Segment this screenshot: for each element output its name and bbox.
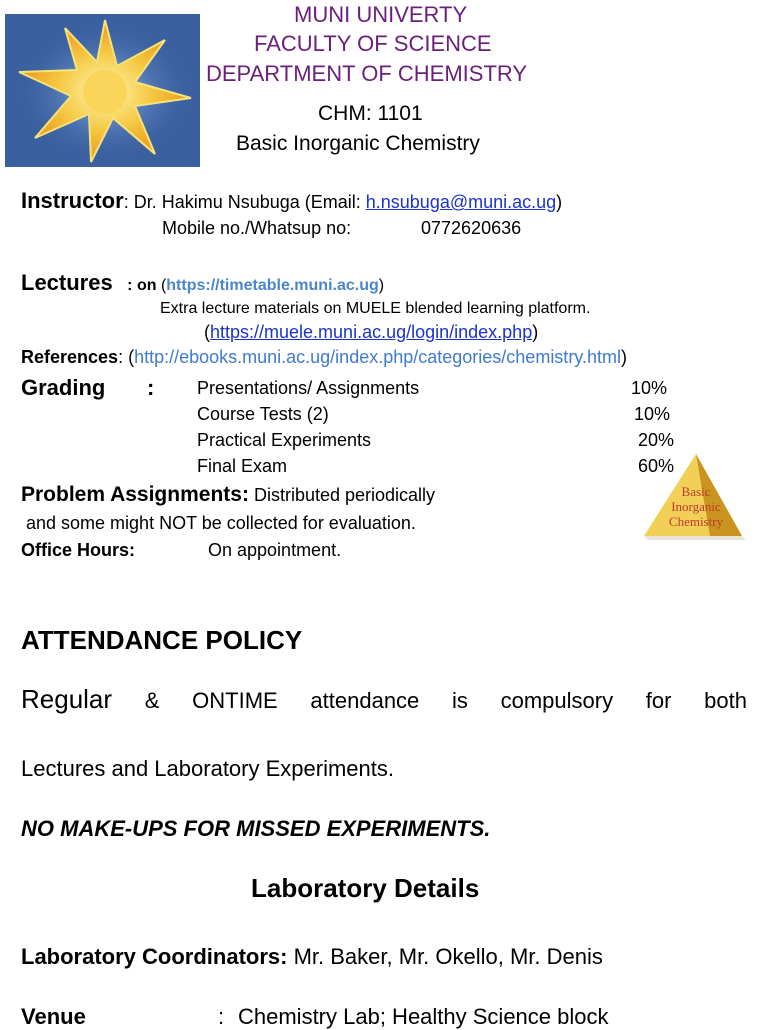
attendance-word: is: [452, 688, 468, 713]
muele-line: (https://muele.muni.ac.ug/login/index.php): [204, 322, 539, 342]
pyramid-line: Chemistry: [668, 514, 724, 529]
coordinators-label: Laboratory Coordinators:: [21, 944, 288, 969]
attendance-word: &: [144, 688, 160, 713]
grading-label: Grading: [21, 375, 106, 400]
attendance-heading: ATTENDANCE POLICY: [21, 625, 303, 655]
grading-item-percent: 10%: [631, 378, 668, 398]
instructor-name: : Dr. Hakimu Nsubuga (Email:: [123, 192, 366, 212]
grading-item-name: Presentations/ Assignments: [197, 378, 420, 398]
grading-colon: :: [147, 375, 155, 400]
timetable-link[interactable]: https://timetable.muni.ac.ug: [166, 277, 379, 294]
laboratory-heading: Laboratory Details: [251, 873, 480, 903]
university-name: MUNI UNIVERTY: [294, 2, 468, 27]
lectures-paren-open: (: [160, 277, 167, 294]
pyramid-line: Basic: [681, 484, 711, 499]
course-code: CHM: 1101: [318, 102, 423, 125]
problem-assignments-text-2: and some might NOT be collected for evaluation.: [26, 513, 416, 533]
pyramid-label: [640, 484, 752, 529]
muele-link[interactable]: https://muele.muni.ac.ug/login/index.php: [210, 322, 533, 342]
instructor-line: [21, 188, 562, 214]
problem-assignments-label: Problem Assignments:: [21, 483, 249, 506]
instructor-label: Instructor: [21, 188, 124, 213]
course-title: Basic Inorganic Chemistry: [236, 132, 480, 155]
office-hours-label: Office Hours:: [21, 540, 136, 560]
attendance-word: for: [645, 688, 672, 713]
faculty-name: FACULTY OF SCIENCE: [254, 31, 492, 56]
venue-value: Chemistry Lab; Healthy Science block: [238, 1004, 609, 1029]
grading-item-name: Course Tests (2): [197, 404, 329, 424]
lectures-line: [21, 270, 384, 296]
attendance-word: attendance: [310, 688, 420, 713]
references-link[interactable]: http://ebooks.muni.ac.ug/index.php/categories/chemistry.html: [134, 347, 621, 367]
grading-item-percent: 60%: [638, 456, 675, 476]
references-suffix: ): [620, 347, 627, 367]
lectures-on: : on: [127, 277, 157, 294]
no-makeups-warning: NO MAKE-UPS FOR MISSED EXPERIMENTS.: [21, 816, 491, 841]
lectures-label: Lectures: [21, 270, 113, 295]
attendance-line-1: [21, 684, 747, 719]
attendance-word: Regular: [21, 684, 113, 714]
instructor-email-link[interactable]: h.nsubuga@muni.ac.ug: [365, 192, 557, 212]
grading-item-name: Practical Experiments: [197, 430, 372, 450]
problem-assignments-text: Distributed periodically: [253, 485, 436, 505]
grading-item-percent: 10%: [634, 404, 671, 424]
attendance-word: compulsory: [500, 688, 614, 713]
lectures-paren-close: ): [378, 277, 385, 294]
coordinators-line: [21, 944, 603, 970]
pyramid-graphic: [640, 452, 746, 542]
venue-label: Venue: [21, 1004, 86, 1029]
attendance-word: both: [704, 688, 747, 713]
office-hours-value: On appointment.: [208, 540, 342, 560]
references-prefix: : (: [118, 347, 135, 367]
mobile-label: Mobile no./Whatsup no:: [162, 218, 352, 238]
coordinators-names: Mr. Baker, Mr. Okello, Mr. Denis: [293, 944, 603, 969]
logo: [5, 14, 200, 167]
mobile-number: 0772620636: [421, 218, 522, 238]
pyramid-line: Inorganic: [671, 499, 721, 514]
problem-assignments-line: [21, 483, 435, 507]
department-name: DEPARTMENT OF CHEMISTRY: [206, 61, 528, 86]
references-label: References: [21, 347, 119, 367]
grading-item-name: Final Exam: [197, 456, 288, 476]
sun-icon: [5, 14, 200, 167]
lectures-extra-text: Extra lecture materials on MUELE blended learning platform.: [160, 300, 591, 317]
attendance-line-2: Lectures and Laboratory Experiments.: [21, 756, 394, 781]
instructor-suffix: ): [556, 192, 563, 212]
references-line: [21, 347, 627, 368]
venue-separator: :: [218, 1004, 225, 1029]
grading-item-percent: 20%: [638, 430, 675, 450]
attendance-word: ONTIME: [192, 688, 278, 713]
